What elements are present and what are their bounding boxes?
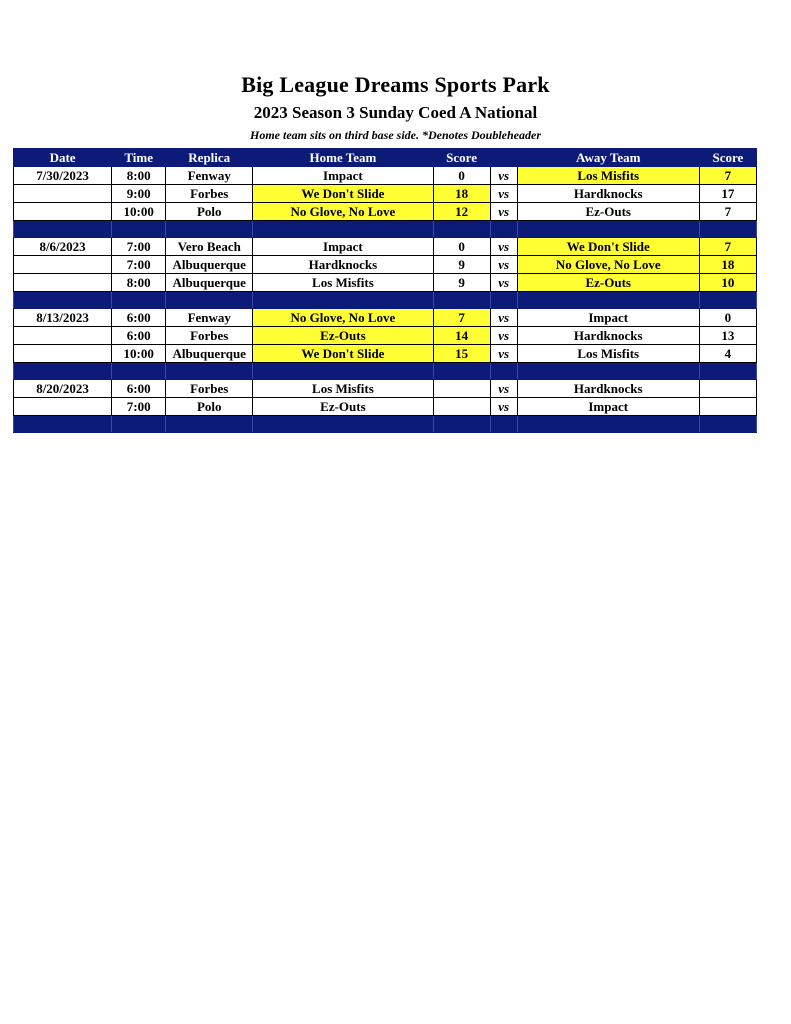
replica-cell: Forbes [166,380,253,398]
date-cell: 8/13/2023 [14,309,112,327]
time-cell: 7:00 [112,398,166,416]
separator-cell [490,221,517,238]
separator-cell [433,292,490,309]
away-team-cell: Hardknocks [517,380,699,398]
vs-cell: vs [490,167,517,185]
col-header-home-team: Home Team [253,149,433,167]
game-row [14,309,757,327]
time-cell: 10:00 [112,203,166,221]
separator-cell [490,416,517,433]
home-score-cell: 9 [433,274,490,292]
away-team-cell: Hardknocks [517,185,699,203]
week-separator [14,416,757,433]
separator-cell [253,292,433,309]
separator-cell [14,221,112,238]
away-score-cell: 7 [699,238,756,256]
game-row [14,167,757,185]
away-team-cell: Los Misfits [517,167,699,185]
home-team-cell: Impact [253,238,433,256]
time-cell: 6:00 [112,327,166,345]
game-row [14,185,757,203]
replica-cell: Albuquerque [166,274,253,292]
separator-cell [699,363,756,380]
col-header-away-team: Away Team [517,149,699,167]
away-score-cell [699,398,756,416]
date-cell [14,256,112,274]
time-cell: 7:00 [112,256,166,274]
separator-cell [14,363,112,380]
game-row [14,203,757,221]
away-team-cell: Ez-Outs [517,274,699,292]
separator-cell [112,221,166,238]
separator-cell [253,363,433,380]
separator-cell [112,363,166,380]
replica-cell: Albuquerque [166,345,253,363]
col-header-time: Time [112,149,166,167]
time-cell: 7:00 [112,238,166,256]
home-score-cell: 15 [433,345,490,363]
replica-cell: Albuquerque [166,256,253,274]
date-cell [14,327,112,345]
date-cell [14,203,112,221]
game-row [14,238,757,256]
separator-cell [699,416,756,433]
time-cell: 6:00 [112,380,166,398]
away-score-cell: 18 [699,256,756,274]
away-score-cell [699,380,756,398]
date-cell [14,398,112,416]
date-cell [14,185,112,203]
time-cell: 9:00 [112,185,166,203]
home-team-cell: No Glove, No Love [253,309,433,327]
away-team-cell: Los Misfits [517,345,699,363]
home-team-cell: Hardknocks [253,256,433,274]
game-row [14,380,757,398]
separator-cell [253,221,433,238]
away-team-cell: Ez-Outs [517,203,699,221]
date-cell: 8/6/2023 [14,238,112,256]
away-score-cell: 17 [699,185,756,203]
separator-cell [517,363,699,380]
col-header-home-score: Score [433,149,490,167]
separator-cell [433,221,490,238]
separator-cell [490,292,517,309]
col-header-away-score: Score [699,149,756,167]
home-team-cell: Impact [253,167,433,185]
separator-cell [517,416,699,433]
vs-cell: vs [490,185,517,203]
home-team-cell: Los Misfits [253,380,433,398]
separator-cell [699,292,756,309]
vs-cell: vs [490,256,517,274]
date-cell: 8/20/2023 [14,380,112,398]
league-subtitle: 2023 Season 3 Sunday Coed A National [253,103,538,122]
separator-cell [253,416,433,433]
separator-cell [490,363,517,380]
date-cell: 7/30/2023 [14,167,112,185]
replica-cell: Polo [166,398,253,416]
col-header-vs [490,149,517,167]
vs-cell: vs [490,309,517,327]
schedule-table [13,148,757,433]
away-score-cell: 13 [699,327,756,345]
time-cell: 8:00 [112,274,166,292]
away-score-cell: 10 [699,274,756,292]
away-score-cell: 7 [699,167,756,185]
date-cell [14,274,112,292]
home-team-cell: Los Misfits [253,274,433,292]
replica-cell: Vero Beach [166,238,253,256]
home-score-cell [433,380,490,398]
replica-cell: Polo [166,203,253,221]
game-row [14,256,757,274]
separator-cell [14,416,112,433]
vs-cell: vs [490,398,517,416]
separator-cell [166,221,253,238]
home-score-cell: 14 [433,327,490,345]
separator-cell [112,292,166,309]
away-score-cell: 4 [699,345,756,363]
game-row [14,345,757,363]
away-team-cell: We Don't Slide [517,238,699,256]
away-score-cell: 0 [699,309,756,327]
page-title: Big League Dreams Sports Park [241,72,550,97]
game-row [14,274,757,292]
separator-cell [166,292,253,309]
vs-cell: vs [490,345,517,363]
header-row [14,149,757,167]
game-row [14,327,757,345]
vs-cell: vs [490,238,517,256]
vs-cell: vs [490,327,517,345]
separator-cell [433,363,490,380]
separator-cell [112,416,166,433]
replica-cell: Fenway [166,309,253,327]
home-team-cell: Ez-Outs [253,398,433,416]
away-team-cell: Impact [517,398,699,416]
week-separator [14,292,757,309]
separator-cell [14,292,112,309]
home-team-cell: We Don't Slide [253,345,433,363]
time-cell: 8:00 [112,167,166,185]
vs-cell: vs [490,274,517,292]
home-score-cell: 0 [433,167,490,185]
week-separator [14,221,757,238]
separator-cell [166,363,253,380]
home-score-cell: 18 [433,185,490,203]
week-separator [14,363,757,380]
home-score-cell: 7 [433,309,490,327]
date-cell [14,345,112,363]
col-header-replica: Replica [166,149,253,167]
separator-cell [433,416,490,433]
time-cell: 10:00 [112,345,166,363]
vs-cell: vs [490,380,517,398]
replica-cell: Fenway [166,167,253,185]
home-team-cell: Ez-Outs [253,327,433,345]
home-score-cell: 0 [433,238,490,256]
home-team-cell: No Glove, No Love [253,203,433,221]
schedule-note: Home team sits on third base side. *Denotes Doubleheader [250,128,541,142]
replica-cell: Forbes [166,327,253,345]
away-team-cell: Hardknocks [517,327,699,345]
separator-cell [166,416,253,433]
replica-cell: Forbes [166,185,253,203]
game-row [14,398,757,416]
home-score-cell: 12 [433,203,490,221]
col-header-date: Date [14,149,112,167]
home-score-cell: 9 [433,256,490,274]
separator-cell [517,292,699,309]
away-score-cell: 7 [699,203,756,221]
home-score-cell [433,398,490,416]
time-cell: 6:00 [112,309,166,327]
separator-cell [517,221,699,238]
home-team-cell: We Don't Slide [253,185,433,203]
separator-cell [699,221,756,238]
away-team-cell: Impact [517,309,699,327]
away-team-cell: No Glove, No Love [517,256,699,274]
vs-cell: vs [490,203,517,221]
